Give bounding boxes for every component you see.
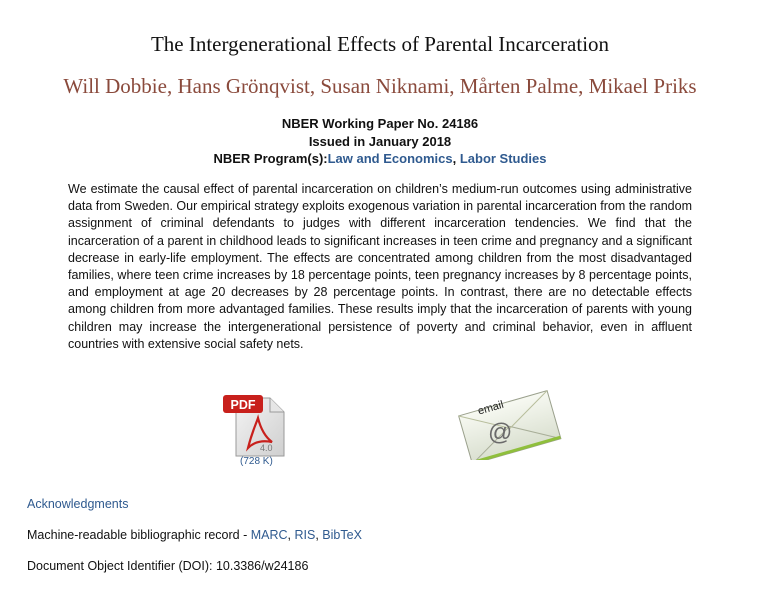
issue-date: Issued in January 2018 <box>308 134 452 149</box>
programs-label: NBER Program(s): <box>213 151 328 166</box>
doi-value: 10.3386/w24186 <box>215 559 309 573</box>
programs-separator: , <box>452 151 460 166</box>
pdf-badge-label: PDF <box>230 398 256 412</box>
email-label: email <box>476 398 506 418</box>
bibliographic-record-line <box>27 528 362 542</box>
paper-title: The Intergenerational Effects of Parental Incarceration <box>150 32 610 56</box>
paper-authors: Will Dobbie, Hans Grönqvist, Susan Niknami, Mårten Palme, Mikael Priks <box>63 74 697 98</box>
doi-label: Document Object Identifier (DOI): <box>27 559 216 573</box>
doi-line <box>27 559 308 573</box>
pdf-version-label: 4.0 <box>260 443 273 453</box>
format-separator: , <box>315 528 323 542</box>
email-button[interactable] <box>456 388 566 460</box>
ris-link[interactable]: RIS <box>294 528 316 542</box>
programs-line <box>0 151 760 166</box>
email-envelope-icon <box>456 388 566 460</box>
abstract-text: We estimate the causal effect of parental incarceration on children’s medium-run outcomes using administrative data from Sweden. Our empirical strategy exploits exogenous variation in parental incarceration from the random assignment of criminal defendants to judges with different incarceration tendencies. We find that the incarceration of a parent in childhood leads to significant increases in teen crime and pregnancy and a significant decrease in early-life employment. The effects are concentrated among children from the most disadvantaged families, where teen crime increases by 18 percentage points, teen pregnancy increases by 8 percentage points, and employment at age 20 decreases by 28 percentage points. In contrast, there are no detectable effects among children from more advantaged families. These results imply that the incarceration of parents with young children may increase the intergenerational persistence of poverty and criminal behavior, even in affluent countries with extensive social safety nets. <box>68 182 692 351</box>
marc-link[interactable]: MARC <box>250 528 288 542</box>
pdf-file-size[interactable]: (728 K) <box>240 456 273 467</box>
bibliographic-record-prefix: Machine-readable bibliographic record - <box>27 528 251 542</box>
email-at-symbol: @ <box>488 419 513 446</box>
program-link-law-economics[interactable]: Law and Economics <box>327 151 453 166</box>
program-link-labor-studies[interactable]: Labor Studies <box>459 151 547 166</box>
acknowledgments-link[interactable]: Acknowledgments <box>27 497 129 511</box>
pdf-file-icon <box>222 392 292 460</box>
format-separator: , <box>287 528 295 542</box>
working-paper-number: NBER Working Paper No. 24186 <box>281 116 479 131</box>
bibtex-link[interactable]: BibTeX <box>322 528 362 542</box>
